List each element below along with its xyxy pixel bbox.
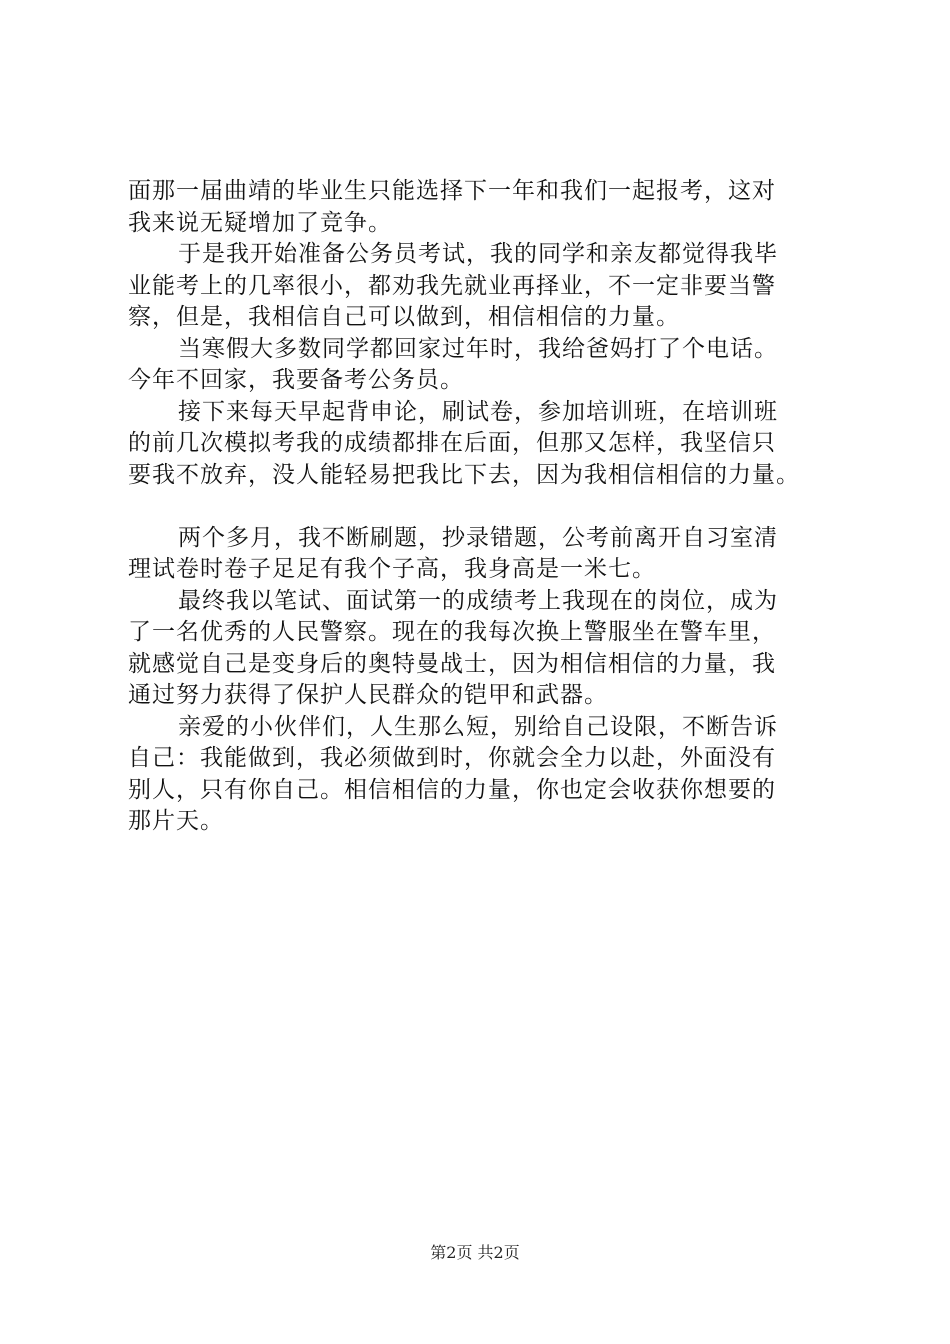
paragraph-3 xyxy=(128,334,838,397)
blank-line xyxy=(128,491,838,523)
text-line: 两个多月，我不断刷题，抄录错题，公考前离开自习室清 xyxy=(178,524,778,551)
text-line: 接下来每天早起背申论，刷试卷，参加培训班，在培训班 xyxy=(178,398,778,425)
paragraph-5 xyxy=(128,523,838,586)
text-line: 通过努力获得了保护人民群众的铠甲和武器。 xyxy=(128,682,608,708)
text-line: 了一名优秀的人民警察。现在的我每次换上警服坐在警车里， xyxy=(128,619,776,645)
text-line: 要我不放弃，没人能轻易把我比下去，因为我相信相信的力量。 xyxy=(128,461,800,488)
text-line: 最终我以笔试、面试第一的成绩考上我现在的岗位，成为 xyxy=(178,587,778,614)
text-line: 今年不回家，我要备考公务员。 xyxy=(128,367,464,393)
text-line: 面那一届曲靖的毕业生只能选择下一年和我们一起报考，这对 xyxy=(128,178,776,204)
document-body xyxy=(128,176,838,838)
text-line: 我来说无疑增加了竞争。 xyxy=(128,209,392,236)
text-line: 理试卷时卷子足足有我个子高，我身高是一米七。 xyxy=(128,556,656,582)
text-line: 自己：我能做到，我必须做到时，你就会全力以赴，外面没有 xyxy=(128,745,776,771)
text-line: 的前几次模拟考我的成绩都排在后面，但那又怎样，我坚信只 xyxy=(128,430,776,456)
text-line: 察，但是，我相信自己可以做到，相信相信的力量。 xyxy=(128,304,680,330)
paragraph-7 xyxy=(128,712,838,838)
paragraph-2 xyxy=(128,239,838,334)
text-line: 就感觉自己是变身后的奥特曼战士，因为相信相信的力量，我 xyxy=(128,650,776,677)
text-line: 亲爱的小伙伴们，人生那么短，别给自己设限，不断告诉 xyxy=(178,713,778,740)
text-line: 别人，只有你自己。相信相信的力量，你也定会收获你想要的 xyxy=(128,776,776,803)
text-line: 于是我开始准备公务员考试，我的同学和亲友都觉得我毕 xyxy=(178,241,778,267)
text-line: 那片天。 xyxy=(128,808,224,834)
text-line: 业能考上的几率很小，都劝我先就业再择业，不一定非要当警 xyxy=(128,272,776,299)
page-footer: 第2页 共2页 xyxy=(430,1243,520,1262)
paragraph-6 xyxy=(128,586,838,712)
paragraph-4 xyxy=(128,397,838,492)
paragraph-1 xyxy=(128,176,838,239)
text-line: 当寒假大多数同学都回家过年时，我给爸妈打了个电话。 xyxy=(178,335,778,362)
